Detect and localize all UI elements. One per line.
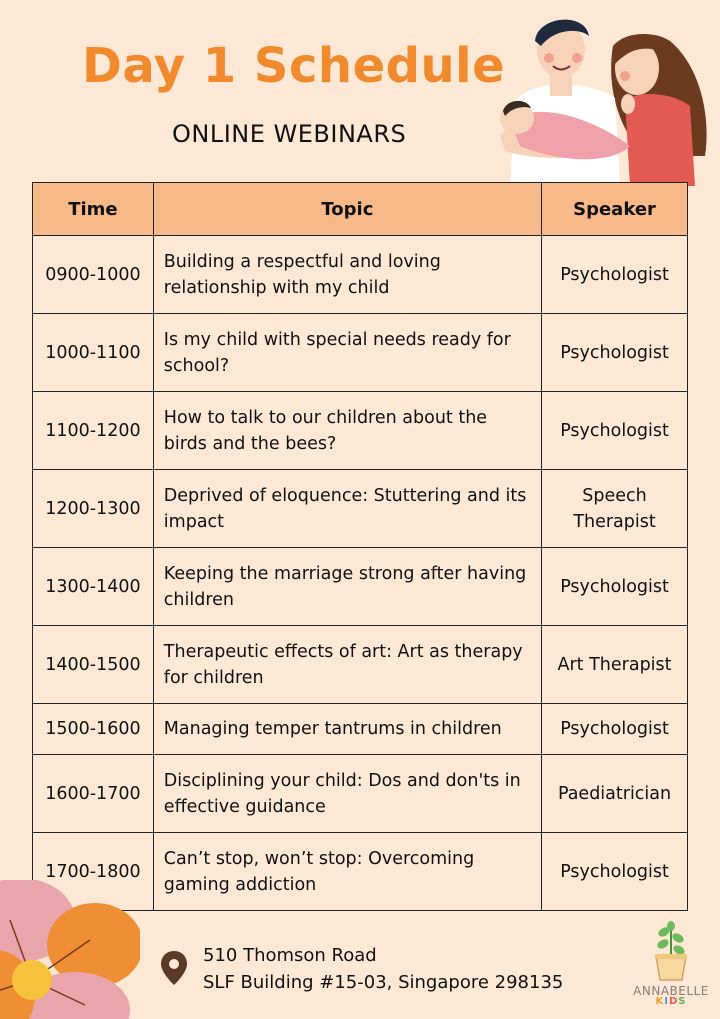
cell-speaker: Psychologist: [542, 236, 688, 314]
table-row: [33, 626, 688, 704]
table-row: [33, 548, 688, 626]
table-row: [33, 755, 688, 833]
table-row: [33, 236, 688, 314]
cell-topic: Managing temper tantrums in children: [153, 704, 541, 755]
cell-speaker: Psychologist: [542, 314, 688, 392]
address-line-1: 510 Thomson Road: [203, 945, 377, 966]
map-pin-icon: [160, 950, 188, 986]
cell-time: 1400-1500: [33, 626, 154, 704]
cell-time: 1000-1100: [33, 314, 154, 392]
table-row: [33, 314, 688, 392]
address: [203, 942, 563, 996]
cell-time: 1500-1600: [33, 704, 154, 755]
cell-topic: Disciplining your child: Dos and don'ts in effective guidance: [153, 755, 541, 833]
schedule-table: [32, 182, 688, 911]
cell-speaker: Psychologist: [542, 833, 688, 911]
flower-decoration: [0, 880, 140, 1019]
cell-speaker: Psychologist: [542, 548, 688, 626]
cell-speaker: Paediatrician: [542, 755, 688, 833]
cell-speaker: Psychologist: [542, 392, 688, 470]
logo-kids-letter: S: [678, 996, 687, 1007]
cell-time: 1200-1300: [33, 470, 154, 548]
cell-time: 1300-1400: [33, 548, 154, 626]
cell-time: 1100-1200: [33, 392, 154, 470]
cell-speaker: Psychologist: [542, 704, 688, 755]
cell-time: 1600-1700: [33, 755, 154, 833]
cell-speaker: Speech Therapist: [542, 470, 688, 548]
logo-kids-letter: I: [664, 996, 669, 1007]
address-line-2: SLF Building #15-03, Singapore 298135: [203, 972, 564, 993]
logo-name: ANNABELLE: [633, 984, 709, 998]
cell-topic: Is my child with special needs ready for school?: [153, 314, 541, 392]
plant-pot-icon: [649, 920, 693, 982]
table-row: [33, 470, 688, 548]
family-illustration: [495, 6, 715, 186]
logo-kids-letter: D: [668, 996, 679, 1007]
cell-time: 1700-1800: [33, 833, 154, 911]
table-header-row: [33, 183, 688, 236]
cell-topic: Can’t stop, won’t stop: Overcoming gaming addiction: [153, 833, 541, 911]
cell-topic: Building a respectful and loving relationship with my child: [153, 236, 541, 314]
column-header-time: Time: [33, 183, 154, 236]
cell-speaker: Art Therapist: [542, 626, 688, 704]
page-title: Day 1 Schedule: [82, 38, 506, 94]
page-subtitle: ONLINE WEBINARS: [172, 120, 407, 148]
table-row: [33, 704, 688, 755]
logo-kids-letter: K: [655, 996, 665, 1007]
cell-topic: Keeping the marriage strong after having children: [153, 548, 541, 626]
column-header-topic: Topic: [153, 183, 541, 236]
cell-topic: How to talk to our children about the birds and the bees?: [153, 392, 541, 470]
cell-topic: Deprived of eloquence: Stuttering and its impact: [153, 470, 541, 548]
annabelle-kids-logo: [626, 920, 716, 1016]
table-row: [33, 392, 688, 470]
column-header-speaker: Speaker: [542, 183, 688, 236]
cell-topic: Therapeutic effects of art: Art as therapy for children: [153, 626, 541, 704]
cell-time: 0900-1000: [33, 236, 154, 314]
